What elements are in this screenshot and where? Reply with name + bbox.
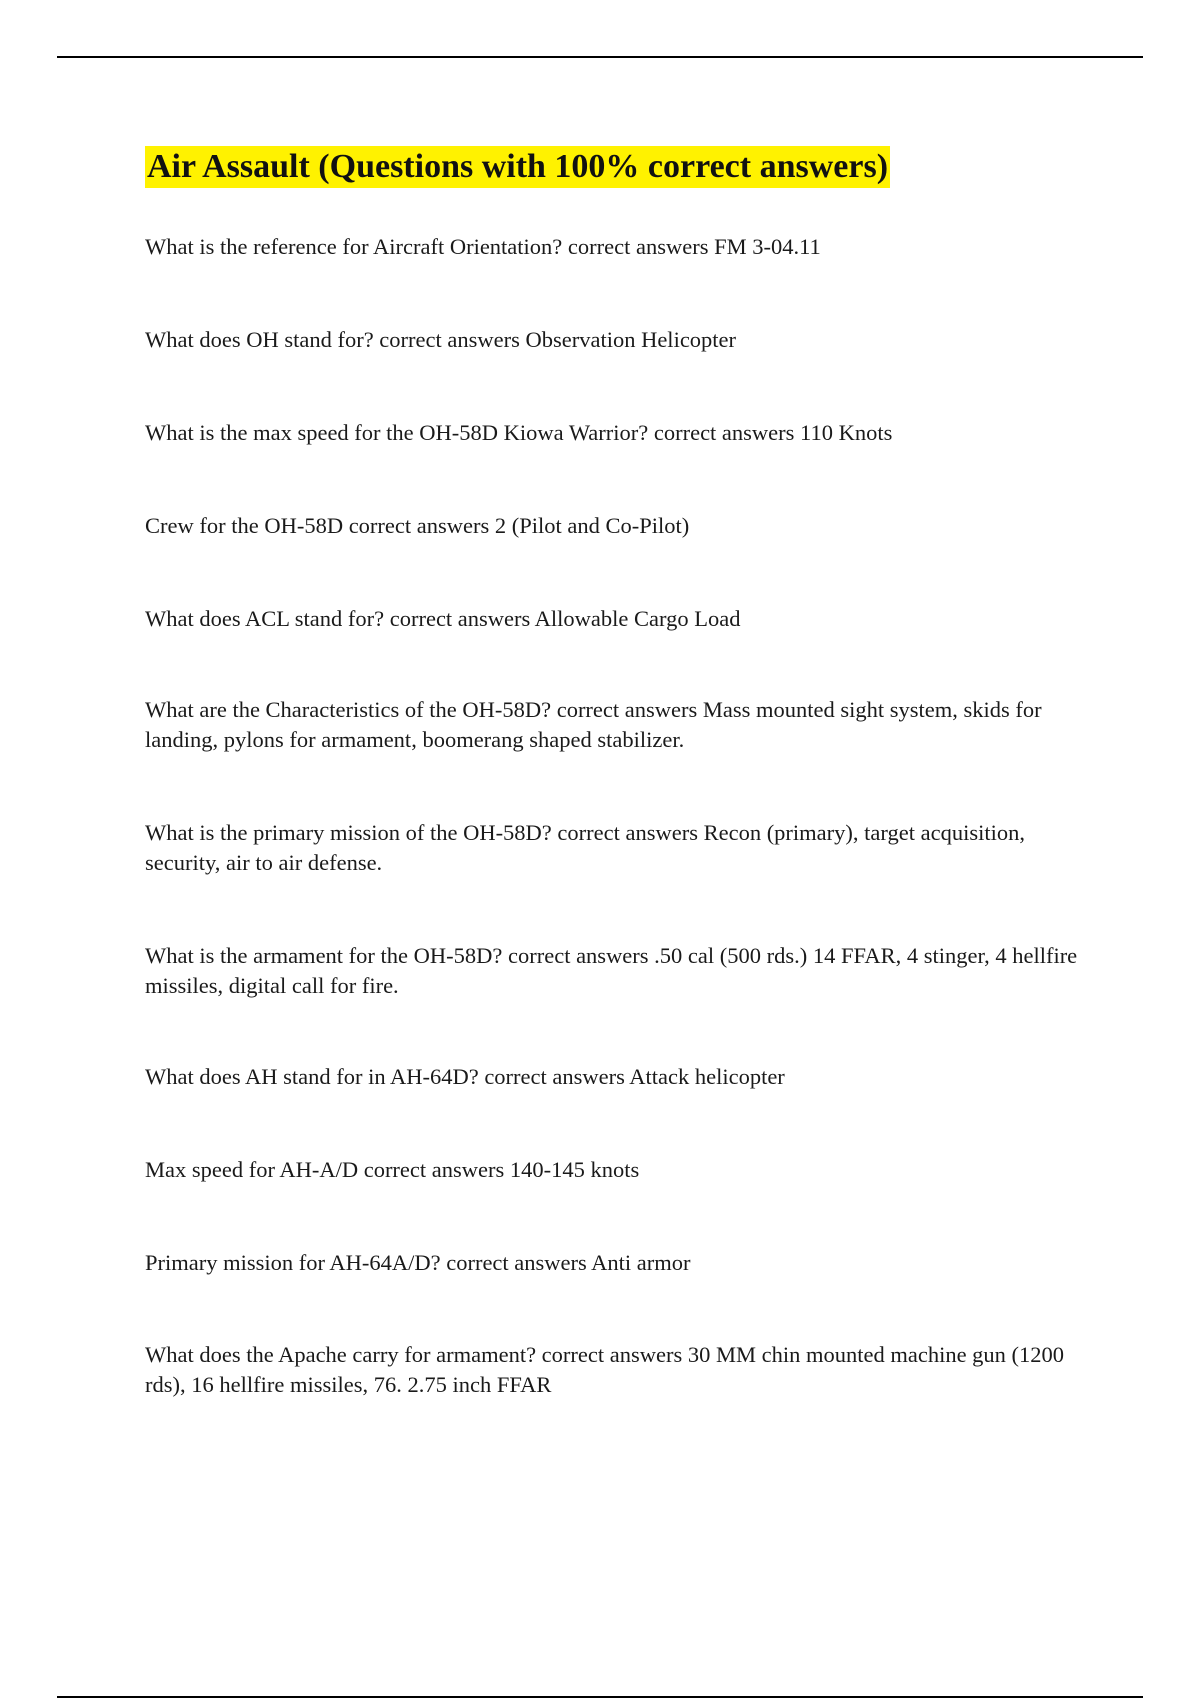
qa-item: Crew for the OH-58D correct answers 2 (Pilot and Co-Pilot) bbox=[145, 513, 690, 538]
qa-item: What are the Characteristics of the OH-58D? correct answers Mass mounted sight system, skids for landing, pylons for armament, boomerang shaped stabilizer. bbox=[145, 697, 1042, 752]
qa-item: What does AH stand for in AH-64D? correct answers Attack helicopter bbox=[145, 1064, 785, 1089]
qa-item: What is the armament for the OH-58D? correct answers .50 cal (500 rds.) 14 FFAR, 4 stinger, 4 hellfire missiles, digital call for fire. bbox=[145, 943, 1078, 998]
qa-item: What does ACL stand for? correct answers Allowable Cargo Load bbox=[145, 606, 741, 631]
qa-item: Max speed for AH-A/D correct answers 140-145 knots bbox=[145, 1157, 640, 1182]
qa-item: What does the Apache carry for armament? correct answers 30 MM chin mounted machine gun (1200 rds), 16 hellfire missiles, 76. 2.75 inch FFAR bbox=[145, 1342, 1065, 1397]
document-title: Air Assault (Questions with 100% correct answers) bbox=[145, 146, 890, 188]
qa-item: What does OH stand for? correct answers Observation Helicopter bbox=[145, 327, 737, 352]
qa-item: Primary mission for AH-64A/D? correct answers Anti armor bbox=[145, 1250, 691, 1275]
qa-item: What is the primary mission of the OH-58D? correct answers Recon (primary), target acquisition, security, air to air defense. bbox=[145, 820, 1025, 875]
footer-rule bbox=[57, 1696, 1143, 1698]
header-rule bbox=[57, 56, 1143, 58]
qa-item: What is the reference for Aircraft Orientation? correct answers FM 3-04.11 bbox=[145, 234, 821, 259]
qa-item: What is the max speed for the OH-58D Kiowa Warrior? correct answers 110 Knots bbox=[145, 420, 893, 445]
